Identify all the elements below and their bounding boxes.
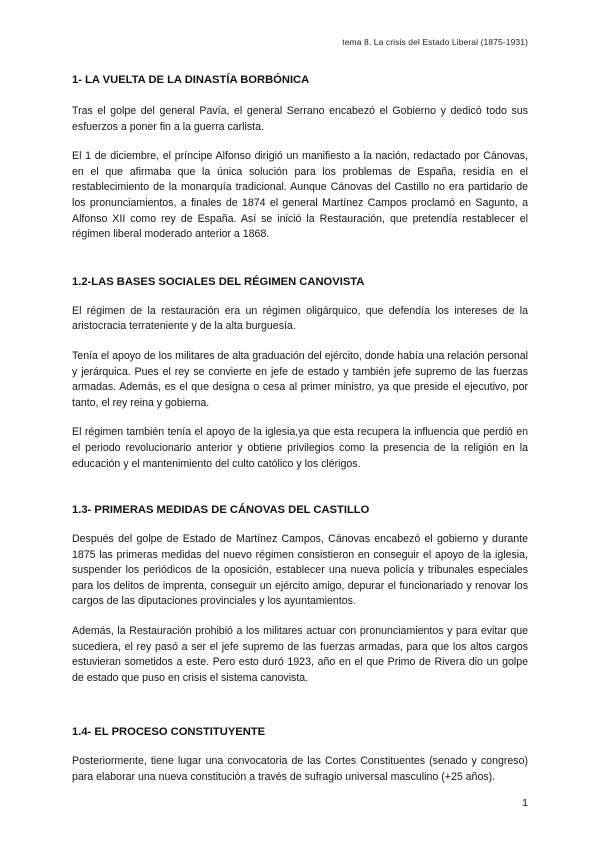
paragraph: Tenía el apoyo de los militares de alta graduación del ejército, donde había una relación personal y jerárquica. Pues el rey se convierte en jefe de estado y también jefe supremo de las fuerzas armadas. Además, es el que designa o cesa al primer ministro, ya que preside el ejecutivo, por tanto, el rey reina y gobierna.: [72, 349, 528, 409]
running-header: tema 8. La crisis del Estado Liberal (1875-1931): [342, 37, 528, 47]
page-number: 1: [522, 797, 528, 809]
paragraph: Después del golpe de Estado de Martínez Campos, Cánovas encabezó el gobierno y durante 1875 las primeras medidas del nuevo régimen consistieron en conseguir el apoyo de la iglesia, suspender los periódicos de la oposición, establecer una nueva policía y tribunales especiales para los delitos de imprenta, conseguir un ejército amigo, depurar el funcionariado y renovar los cargos de las diputaciones provinciales y los ayuntamientos.: [72, 533, 528, 608]
document-body: [72, 69, 528, 786]
section-primeras-medidas: [72, 502, 528, 686]
section-bases-sociales: [72, 274, 528, 472]
paragraph: El régimen de la restauración era un régimen oligárquico, que defendía los intereses de la aristocracia terrateniente y de la alta burguesía.: [72, 304, 528, 333]
paragraph: Tras el golpe del general Pavía, el general Serrano encabezó el Gobierno y dedicó todo sus esfuerzos a poner fin a la guerra carlista.: [72, 105, 528, 133]
paragraph: Posteriormente, tiene lugar una convocatoria de las Cortes Constituentes (senado y congreso) para elaborar una nueva constitución a través de sufragio universal masculino (+25 años).: [72, 755, 528, 784]
section-heading: 1- LA VUELTA DE LA DINASTÍA BORBÓNICA: [72, 74, 310, 86]
paragraph: El 1 de diciembre, el príncipe Alfonso dirigió un manifiesto a la nación, redactado por Cánovas, en el que afirmaba que la única solución para los problemas de España, residía en el restablecimiento de la monarquía tradicional. Aunque Cánovas del Castillo no era partidario de los pronunciamientos, a finales de 1874 el general Martínez Campos proclamó en Sagunto, a Alfonso XII como rey de España. Así se inició la Restauración, que pretendía restablecer el régimen liberal moderado anterior a 1868.: [72, 150, 528, 241]
paragraph: El régimen también tenía el apoyo de la iglesia,ya que esta recupera la influencia que perdió en el periodo revolucionario anterior y obtiene privilegios como la presencia de la religión en la educación y el mantenimiento del culto católico y los clérigos.: [72, 426, 528, 470]
paragraph: Además, la Restauración prohibió a los militares actuar con pronunciamientos y para evitar que sucediera, el rey pasó a ser el jefe supremo de las fuerzas armadas, para que los altos cargos estuvieran sometidos a este. Pero esto duró 1923, año en el que Primo de Rivera dio un golpe de estado que puso en crisis el sistema canovista.: [72, 625, 528, 684]
section-heading: 1.3- PRIMERAS MEDIDAS DE CÁNOVAS DEL CASTILLO: [72, 504, 370, 517]
section-proceso-constituyente: [72, 724, 528, 785]
section-heading: 1.4- EL PROCESO CONSTITUYENTE: [72, 726, 266, 739]
section-heading: 1.2-LAS BASES SOCIALES DEL RÉGIMEN CANOVISTA: [72, 275, 365, 288]
section-vuelta-dinastia: [72, 72, 528, 243]
